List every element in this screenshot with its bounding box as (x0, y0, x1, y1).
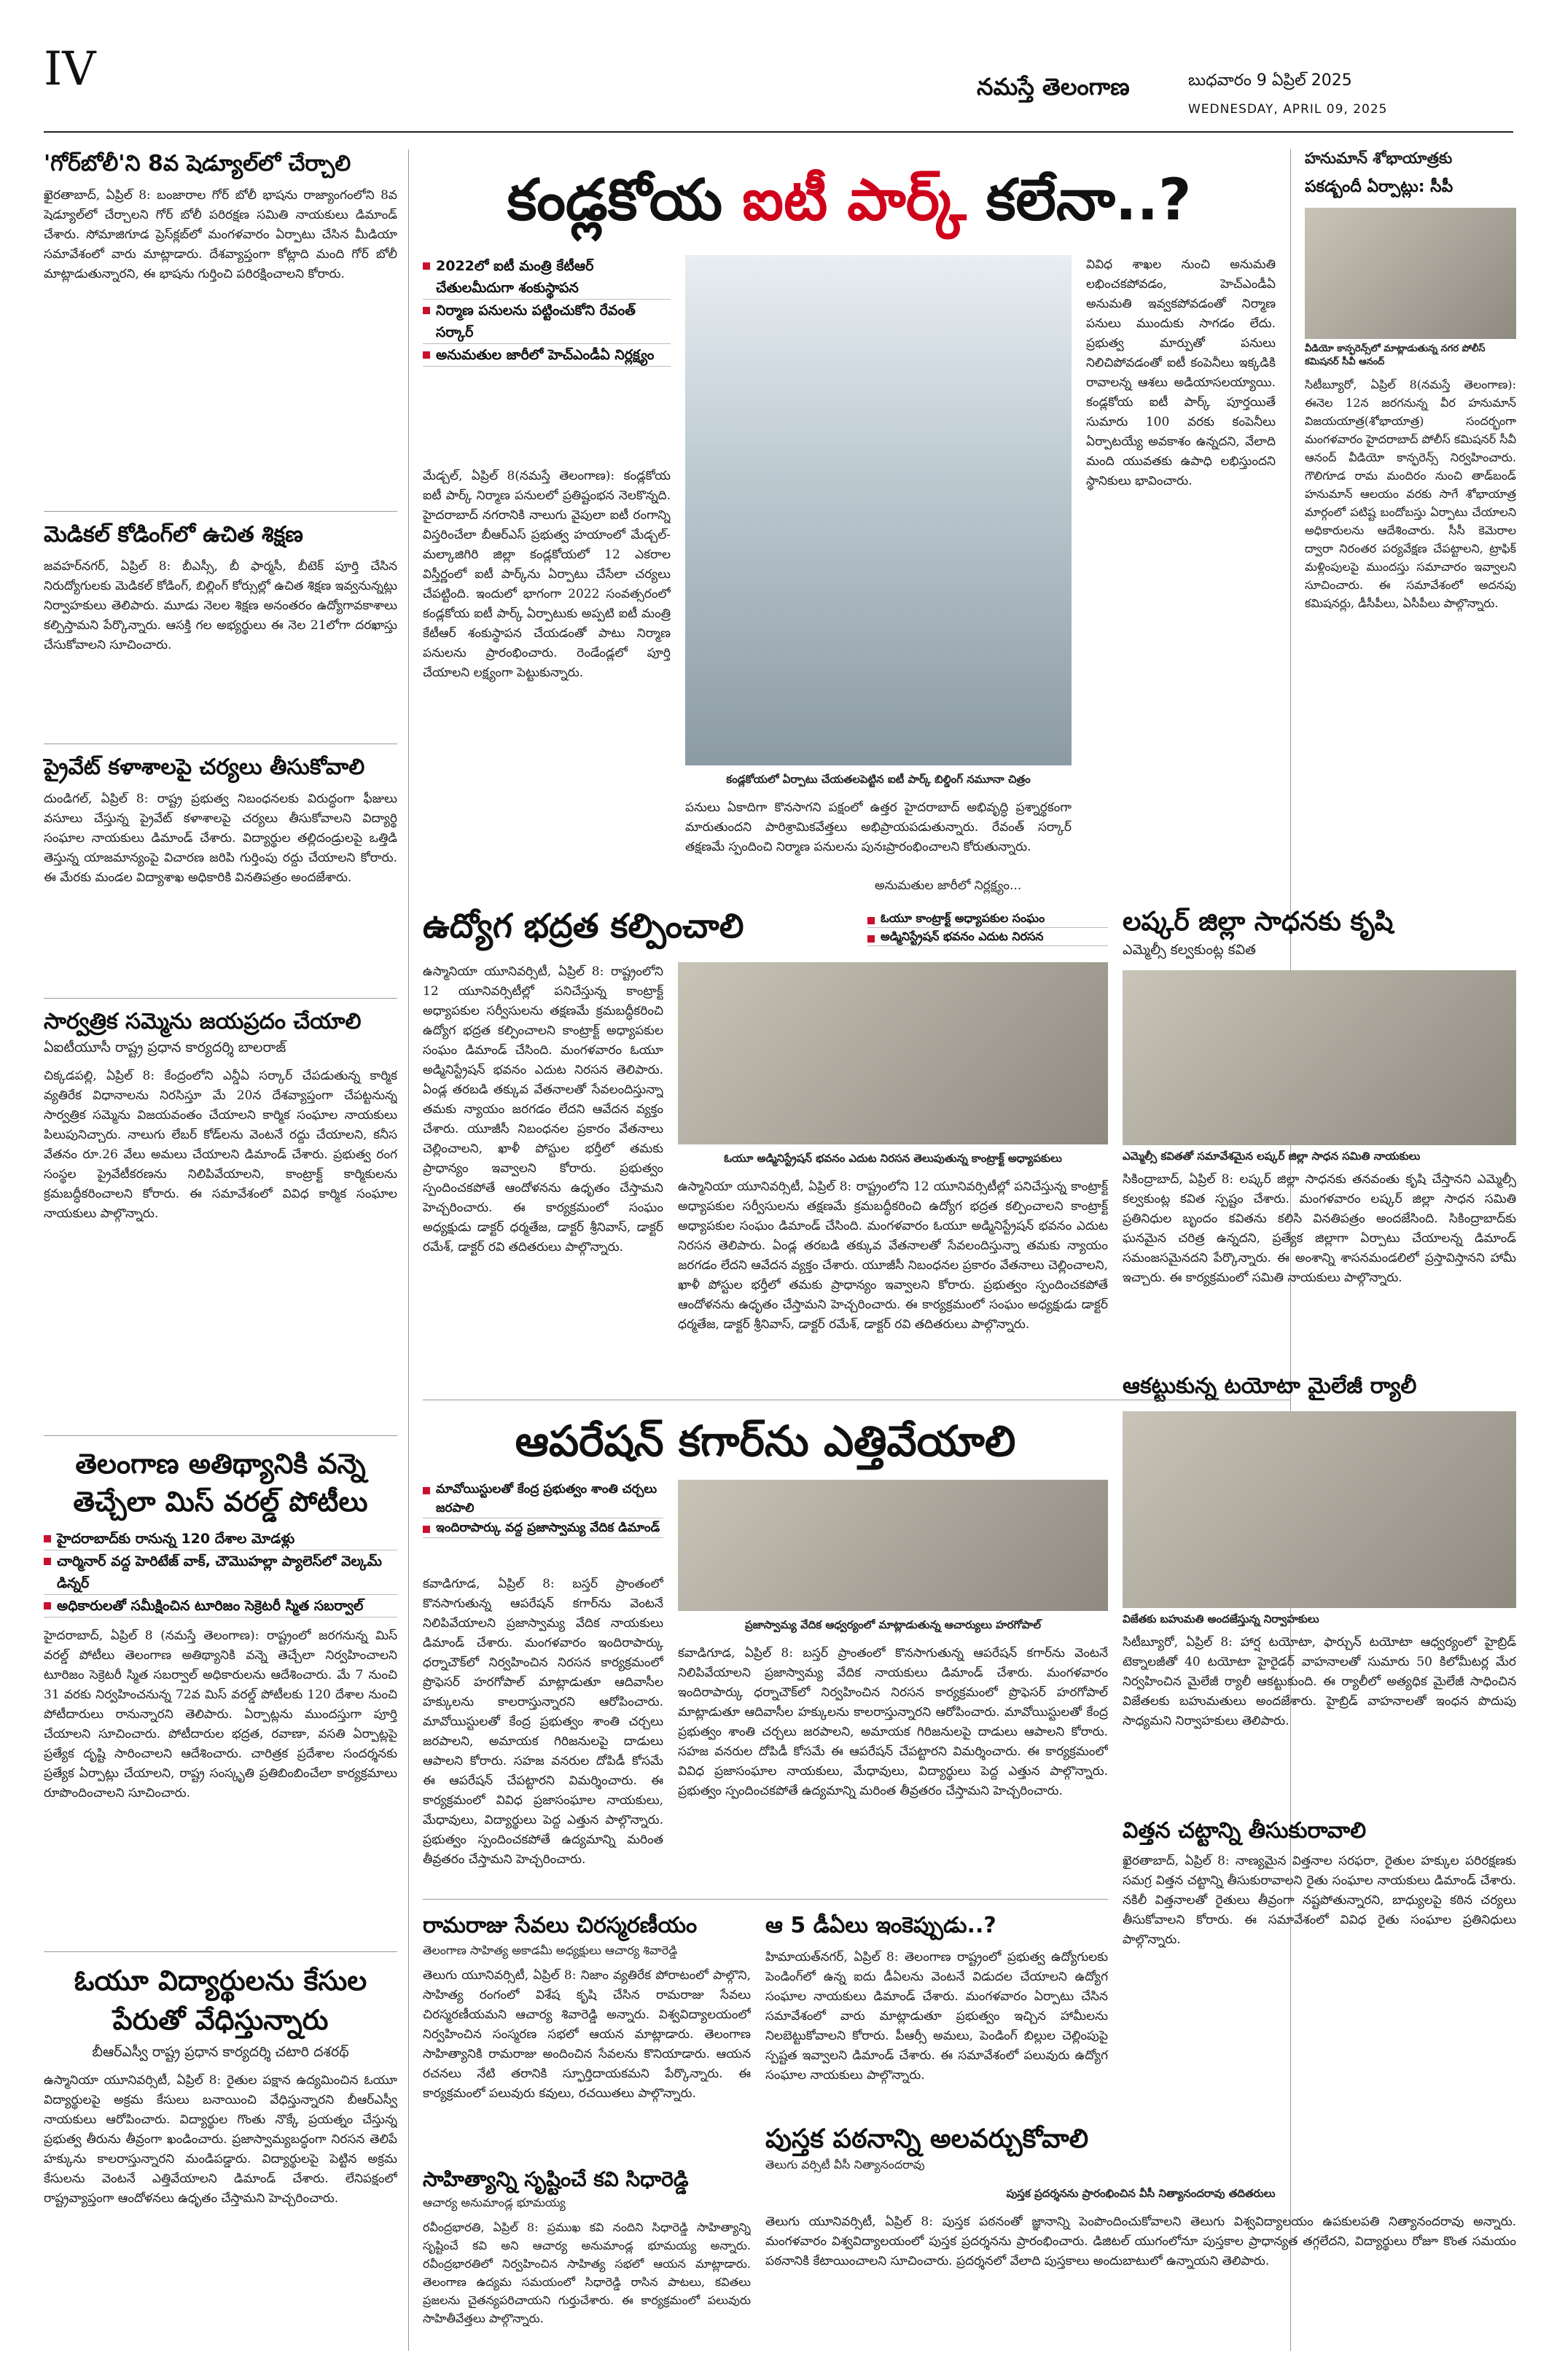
private-college-body: దుండిగల్, ఏప్రిల్ 8: రాష్ట్ర ప్రభుత్వ నిబంధనలకు విరుద్ధంగా ఫీజులు వసూలు చేస్తున్న ప్రైవేట్ కళాశాలపై చర్యలు తీసుకోవాలని విద్యార్థి సంఘాల నాయకులు డిమాండ్ చేశారు. విద్యార్థుల తల్లిదండ్రులపై ఒత్తిడి తెస్తున్న యాజమాన్యంపై విచారణ జరిపి గుర్తింపు రద్దు చేయాలని కోరారు. ఈ మేరకు మండల విద్యాశాఖ అధికారికి వినతిపత్రం అందజేశారు. (44, 792, 397, 885)
lead-bullet: అనుమతుల జారీలో హెచ్‌ఎండీఏ నిర్లక్ష్యం (423, 344, 671, 367)
pustaka-block (765, 2121, 1516, 2174)
paper-name: నమస్తే తెలంగాణ (977, 73, 1130, 101)
strike-subhead: ఏఐటీయూసీ రాష్ట్ర ప్రధాన కార్యదర్శి బాలరాజ్ (44, 1039, 286, 1056)
lashkar-photo-caption: ఎమ్మెల్సీ కవితతో సమావేశమైన లష్కర్ జిల్లా సాధన సమితి నాయకులు (1123, 1150, 1421, 1163)
kagar-headline: ఆపరేషన్ కగార్‌ను ఎత్తివేయాలి (515, 1416, 1016, 1466)
kagar-photo-caption: ప్రజాస్వామ్య వేదిక ఆధ్వర్యంలో మాట్లాడుతున్న ఆచార్యులు హరగోపాల్ (745, 1618, 1041, 1631)
ao5-headline: ఆ 5 డీఏలు ఇంకెప్పుడు..? (765, 1913, 996, 1938)
kagar-bullet: మావోయిస్టులతో కేంద్ర ప్రభుత్వం శాంతి చర్చలు జరపాలి (423, 1480, 663, 1518)
lead-tail-label: అనుమతుల జారీలో నిర్లక్ష్యం... (875, 878, 1022, 893)
toyota-photo-caption: విజేతకు బహుమతి అందజేస్తున్న నిర్వాహకులు (1123, 1612, 1319, 1626)
right-column (1305, 149, 1516, 929)
date-english: WEDNESDAY, APRIL 09, 2025 (1188, 102, 1388, 117)
miss-world-body: హైదరాబాద్, ఏప్రిల్ 8 (నమస్తే తెలంగాణ): రాష్ట్రంలో జరగనున్న మిస్ వరల్డ్ పోటీలు తెలంగాణ అతిథ్యానికి వన్నె తెచ్చేలా నిర్వహించాలని టూరిజం సెక్రెటరీ స్మిత సబర్వాల్ అధికారులను ఆదేశించారు. మే 7 నుంచి 31 వరకు నిర్వహించనున్న 72వ మిస్ వరల్డ్ పోటీలకు 120 దేశాల నుంచి పోటీదారులు రానున్నారని తెలిపారు. ఏర్పాట్లను ముందస్తుగా పూర్తి చేయాలని సూచించారు. పోటీదారుల భద్రత, రవాణా, వసతి ఏర్పాట్లపై ప్రత్యేక దృష్టి సారించాలని ఆదేశించారు. చారిత్రక ప్రదేశాల సందర్శనకు ప్రత్యేక ఏర్పాట్లు చేయాలని, రాష్ట్ర సంస్కృతి ప్రతిబింబించేలా కార్యక్రమాలు రూపొందించాలని సూచించారు. (44, 1628, 397, 1800)
ramaraju-body: తెలుగు యూనివర్సిటీ, ఏప్రిల్ 8: నిజాం వ్యతిరేక పోరాటంలో పాల్గొని, సాహిత్య రంగంలో విశేష కృషి చేసిన రామరాజు సేవలు చిరస్మరణీయమని ఆచార్య శివారెడ్డి అన్నారు. విశ్వవిద్యాలయంలో నిర్వహించిన సంస్మరణ సభలో ఆయన మాట్లాడారు. తెలంగాణ సాహిత్యానికి రామరాజు అందించిన సేవలను కొనియాడారు. ఆయన రచనలు నేటి తరానికి స్ఫూర్తిదాయకమని పేర్కొన్నారు. ఈ కార్యక్రమంలో పలువురు కవులు, రచయితలు పాల్గొన్నారు. (423, 1968, 751, 2101)
miss-world-bullet: అధికారులతో సమీక్షించిన టూరిజం సెక్రెటరీ స్మిత సబర్వాల్ (44, 1595, 397, 1618)
toyota-headline: ఆకట్టుకున్న టయోటా మైలేజీ ర్యాలీ (1123, 1373, 1417, 1399)
sahityam-headline: సాహిత్యాన్ని సృష్టించే కవి సిధారెడ్డి (423, 2167, 689, 2191)
lashkar-subhead: ఎమ్మెల్సీ కల్వకుంట్ల కవిత (1123, 942, 1256, 958)
toyota-photo (1123, 1411, 1516, 1608)
vittana-body: ఖైరతాబాద్, ఏప్రిల్ 8: నాణ్యమైన విత్తనాల సరఫరా, రైతుల హక్కుల పరిరక్షణకు సమగ్ర విత్తన చట్టాన్ని తీసుకురావాలని రైతు సంఘాల నాయకులు డిమాండ్ చేశారు. నకిలీ విత్తనాలతో రైతులు తీవ్రంగా నష్టపోతున్నారని, బాధ్యులపై కఠిన చర్యలు తీసుకోవాలని కోరారు. ఈ సమావేశంలో వివిధ రైతు సంఘాల ప్రతినిధులు పాల్గొన్నారు. (1123, 1854, 1516, 1947)
hanuman-photo-caption: వీడియో కాన్ఫరెన్స్‌లో మాట్లాడుతున్న నగర పోలీస్ కమిషనర్ సీవీ ఆనంద్ (1305, 343, 1486, 367)
sahityam-subhead: ఆచార్య అనుమాండ్ల భూమయ్య (423, 2196, 566, 2209)
ao5-block (765, 1910, 1108, 2130)
lead-photo (685, 255, 1072, 765)
gorboli-headline: 'గోర్‌బోలీ'ని 8వ షెడ్యూల్‌లో చేర్చాలి (44, 151, 351, 176)
miss-world-bullet: చార్మినార్ వద్ద హెరిటేజ్ వాక్, చౌమొహల్లా ప్యాలెస్‌లో వెల్కమ్ డిన్నర్ (44, 1550, 397, 1595)
lead-headline-part1: కండ్లకోయ (507, 168, 743, 233)
date-telugu: బుధవారం 9 ఏప్రిల్ 2025 (1188, 71, 1352, 90)
lead-bullet: 2022లో ఐటీ మంత్రి కేటీఆర్ చేతులమీదుగా శంకుస్థాపన (423, 255, 671, 300)
private-college-headline: ప్రైవేట్ కళాశాలపై చర్యలు తీసుకోవాలి (44, 754, 365, 780)
ou-students-subhead: బీఆర్ఎస్వీ రాష్ట్ర ప్రధాన కార్యదర్శి చటారి దశరథ్ (92, 2044, 349, 2060)
vittana-block (1123, 1815, 1516, 2026)
masthead-rule (44, 131, 1513, 133)
kagar-bullets (423, 1480, 663, 1538)
vittana-headline: విత్తన చట్టాన్ని తీసుకురావాలి (1123, 1818, 1367, 1843)
udyoga-photo-caption: ఓయూ అడ్మినిస్ట్రేషన్ భవనం ఎదుట నిరసన తెలుపుతున్న కాంట్రాక్ట్ అధ్యాపకులు (724, 1152, 1062, 1165)
udyoga-bullets (867, 910, 1108, 946)
lashkar-headline: లష్కర్ జిల్లా సాధనకు కృషి (1123, 907, 1394, 937)
left-column (44, 149, 397, 2351)
lead-photo-caption: కండ్లకోయలో ఏర్పాటు చేయతలపెట్టిన ఐటీ పార్క్ బిల్డింగ్ నమూనా చిత్రం (726, 773, 1031, 786)
hanuman-headline: పకడ్బందీ ఏర్పాట్లు: సీపీ (1305, 178, 1453, 196)
hanuman-kicker: హనుమాన్ శోభాయాత్రకు (1305, 149, 1453, 167)
lead-headline-highlight: ఐటీ పార్క్ (742, 168, 967, 233)
ramaraju-subhead: తెలంగాణ సాహిత్య అకాడమీ అధ్యక్షులు ఆచార్య శివారెడ్డి (423, 1943, 678, 1957)
section-rule (423, 1899, 1108, 1900)
udyoga-bullet: ఓయూ కాంట్రాక్ట్ అధ్యాపకుల సంఘం (867, 910, 1108, 928)
ou-students-body: ఉస్మానియా యూనివర్సిటీ, ఏప్రిల్ 8: రైతుల పక్షాన ఉద్యమించిన ఓయూ విద్యార్థులపై అక్రమ కేసులు బనాయించి వేధిస్తున్నారని బీఆర్ఎస్వీ నాయకులు ఆరోపించారు. విద్యార్థుల గొంతు నొక్కే ప్రయత్నం చేస్తున్న ప్రభుత్వ తీరును తీవ్రంగా ఖండించారు. ప్రజాస్వామ్యబద్ధంగా నిరసన తెలిపే హక్కును కాలరాస్తున్నారని మండిపడ్డారు. విద్యార్థులపై పెట్టిన అక్రమ కేసులను వెంటనే ఎత్తివేయాలని డిమాండ్ చేశారు. లేనిపక్షంలో రాష్ట్రవ్యాప్తంగా ఆందోళనలు ఉధృతం చేస్తామని హెచ్చరించారు. (44, 2073, 397, 2206)
lead-body-col3: వివిధ శాఖల నుంచి అనుమతి లభించకపోవడం, హెచ్‌ఎండీఏ అనుమతి ఇవ్వకపోవడంతో నిర్మాణ పనులు ముందుకు సాగడం లేదు. ప్రభుత్వ మార్పుతో పనులు నిలిచిపోవడంతో ఐటీ కంపెనీలు ఇక్కడికి రావాలన్న ఆశలు అడియాసలయ్యాయి. కండ్లకోయ ఐటీ పార్క్ పూర్తయితే సుమారు 100 వరకు కంపెనీలు ఏర్పాటయ్యే అవకాశం ఉన్నదని, వేలాది మంది యువతకు ఉపాధి లభిస్తుందని స్థానికులు భావించారు. (1086, 257, 1276, 488)
ramaraju-block (423, 1910, 751, 2163)
pustaka-photo-caption: పుస్తక ప్రదర్శనను ప్రారంభించిన వీసీ నిత్యానందరావు తదితరులు (1006, 2187, 1276, 2200)
kagar-photo (678, 1480, 1108, 1611)
udyoga-body-right: ఉస్మానియా యూనివర్సిటీ, ఏప్రిల్ 8: రాష్ట్రంలోని 12 యూనివర్సిటీల్లో పనిచేస్తున్న కాంట్రాక్ట్ అధ్యాపకుల సర్వీసులను తక్షణమే క్రమబద్ధీకరించి ఉద్యోగ భద్రత కల్పించాలని కాంట్రాక్ట్ అధ్యాపకుల సంఘం డిమాండ్ చేసింది. మంగళవారం ఓయూ అడ్మినిస్ట్రేషన్ భవనం ఎదుట నిరసన తెలిపారు. ఏండ్ల తరబడి తక్కువ వేతనాలతో సేవలందిస్తున్నా తమకు న్యాయం జరగడం లేదని ఆవేదన వ్యక్తం చేశారు. యూజీసీ నిబంధనల ప్రకారం వేతనాలు చెల్లించాలని, ఖాళీ పోస్టుల భర్తీలో తమకు ప్రాధాన్యం ఇవ్వాలని కోరారు. ప్రభుత్వం స్పందించకపోతే ఆందోళనను ఉధృతం చేస్తామని హెచ్చరించారు. ఈ కార్యక్రమంలో సంఘం అధ్యక్షుడు డాక్టర్ ధర్మతేజ, డాక్టర్ శ్రీనివాస్, డాక్టర్ రమేశ్, డాక్టర్ రవి తదితరులు పాల్గొన్నారు. (678, 1179, 1108, 1332)
column-divider (408, 149, 409, 2351)
udyoga-body-left: ఉస్మానియా యూనివర్సిటీ, ఏప్రిల్ 8: రాష్ట్రంలోని 12 యూనివర్సిటీల్లో పనిచేస్తున్న కాంట్రాక్ట్ అధ్యాపకుల సర్వీసులను తక్షణమే క్రమబద్ధీకరించి ఉద్యోగ భద్రత కల్పించాలని కాంట్రాక్ట్ అధ్యాపకుల సంఘం డిమాండ్ చేసింది. మంగళవారం ఓయూ అడ్మినిస్ట్రేషన్ భవనం ఎదుట నిరసన తెలిపారు. ఏండ్ల తరబడి తక్కువ వేతనాలతో సేవలందిస్తున్నా తమకు న్యాయం జరగడం లేదని ఆవేదన వ్యక్తం చేశారు. యూజీసీ నిబంధనల ప్రకారం వేతనాలు చెల్లించాలని, ఖాళీ పోస్టుల భర్తీలో తమకు ప్రాధాన్యం ఇవ్వాలని కోరారు. ప్రభుత్వం స్పందించకపోతే ఆందోళనను ఉధృతం చేస్తామని హెచ్చరించారు. ఈ కార్యక్రమంలో సంఘం అధ్యక్షుడు డాక్టర్ ధర్మతేజ, డాక్టర్ శ్రీనివాస్, డాక్టర్ రమేశ్, డాక్టర్ రవి తదితరులు పాల్గొన్నారు. (423, 964, 663, 1255)
sahityam-body: రవీంద్రభారతి, ఏప్రిల్ 8: ప్రముఖ కవి నందిని సిధారెడ్డి సాహిత్యాన్ని సృష్టించే కవి అని ఆచార్య అనుమాండ్ల భూమయ్య అన్నారు. రవీంద్రభారతిలో నిర్వహించిన సాహిత్య సభలో ఆయన మాట్లాడారు. తెలంగాణ ఉద్యమ సమయంలో సిధారెడ్డి రాసిన పాటలు, కవితలు ప్రజలను చైతన్యపరిచాయని గుర్తుచేశారు. ఈ కార్యక్రమంలో పలువురు సాహితీవేత్తలు పాల్గొన్నారు. (423, 2220, 751, 2325)
lashkar-photo (1123, 970, 1516, 1145)
lead-headline-part3: కలేనా..? (966, 168, 1192, 233)
udyoga-block (423, 904, 1108, 948)
toyota-block (1123, 1370, 1516, 1771)
miss-world-bullet: హైదరాబాద్‌కు రానున్న 120 దేశాల మోడళ్లు (44, 1528, 397, 1550)
lead-body-col1: మేడ్చల్, ఏప్రిల్ 8(నమస్తే తెలంగాణ): కండ్లకోయ ఐటీ పార్క్ నిర్మాణ పనులలో ప్రతిష్టంభన నెలకొన్నది. హైదరాబాద్ నగరానికి నాలుగు వైపులా ఐటీ రంగాన్ని విస్తరించేలా బీఆర్ఎస్ ప్రభుత్వ హయాంలో మేడ్చల్-మల్కాజిగిరి జిల్లా కండ్లకోయలో 12 ఎకరాల విస్తీర్ణంలో ఐటీ పార్క్‌ను ఏర్పాటు చేసేలా చర్యలు చేపట్టింది. ఇందులో భాగంగా 2022 సంవత్సరంలో కండ్లకోయ ఐటీ పార్క్ ఏర్పాటుకు అప్పటి ఐటీ మంత్రి కేటీఆర్ శంకుస్థాపన చేయడంతో పాటు నిర్మాణ పనులను ప్రారంభించారు. రెండేండ్లలో పూర్తి చేయాలని లక్ష్యంగా పెట్టుకున్నారు. (423, 469, 671, 680)
lead-bullet: నిర్మాణ పనులను పట్టించుకోని రేవంత్ సర్కార్ (423, 300, 671, 344)
toyota-body: సిటీబ్యూరో, ఏప్రిల్ 8: హార్ష టయోటా, ఫార్చున్ టయోటా ఆధ్వర్యంలో హైబ్రిడ్ టెక్నాలజీతో 40 టయోటా హైరైడర్ వాహనాలతో సుమారు 50 కిలోమీటర్ల మేర నిర్వహించిన మైలేజీ ర్యాలీ ఆకట్టుకుంది. ఈ ర్యాలీలో అత్యధిక మైలేజీ సాధించిన విజేతలకు బహుమతులు అందజేశారు. హైబ్రిడ్ వాహనాలతో ఇంధన పొదుపు సాధ్యమని నిర్వాహకులు తెలిపారు. (1123, 1635, 1516, 1728)
kagar-bullet: ఇందిరాపార్కు వద్ద ప్రజాస్వామ్య వేదిక డిమాండ్ (423, 1518, 663, 1538)
udyoga-bullet: అడ్మినిస్ట్రేషన్ భవనం ఎదుట నిరసన (867, 928, 1108, 946)
gorboli-body: ఖైరతాబాద్, ఏప్రిల్ 8: బంజారాల గోర్ బోలీ భాషను రాజ్యాంగంలోని 8వ షెడ్యూల్‌లో చేర్చాలని గోర్ బోలీ పరిరక్షణ సమితి నాయకులు డిమాండ్ చేశారు. సోమాజిగూడ ప్రెస్‌క్లబ్‌లో మంగళవారం ఏర్పాటు చేసిన మీడియా సమావేశంలో వారు మాట్లాడారు. దేశవ్యాప్తంగా కోట్లాది మంది గోర్ బోలీ మాట్లాడుతున్నారని, ఈ భాషను గుర్తించి పరిరక్షించాలని కోరారు. (44, 188, 397, 281)
pustaka-subhead: తెలుగు వర్సిటీ వీసీ నిత్యానందరావు (765, 2158, 925, 2172)
udyoga-photo (678, 962, 1108, 1144)
kagar-body-left: కవాడిగూడ, ఏప్రిల్ 8: బస్తర్ ప్రాంతంలో కొనసాగుతున్న ఆపరేషన్ కగార్‌ను వెంటనే నిలిపివేయాలని ప్రజాస్వామ్య వేదిక నాయకులు డిమాండ్ చేశారు. మంగళవారం ఇందిరాపార్కు ధర్నాచౌక్‌లో నిర్వహించిన నిరసన కార్యక్రమంలో ప్రొఫెసర్ హరగోపాల్ మాట్లాడుతూ ఆదివాసీల హక్కులను కాలరాస్తున్నారని ఆరోపించారు. మావోయిస్టులతో కేంద్ర ప్రభుత్వం శాంతి చర్చలు జరపాలని, అమాయక గిరిజనులపై దాడులు ఆపాలని కోరారు. సహజ వనరుల దోపిడీ కోసమే ఈ ఆపరేషన్ చేపట్టారని విమర్శించారు. ఈ కార్యక్రమంలో వివిధ ప్రజాసంఘాల నాయకులు, మేధావులు, విద్యార్థులు పెద్ద ఎత్తున పాల్గొన్నారు. ప్రభుత్వం స్పందించకపోతే ఉద్యమాన్ని మరింత తీవ్రతరం చేస్తామని హెచ్చరించారు. (423, 1577, 663, 1867)
miss-world-bullets (44, 1528, 397, 1618)
hanuman-photo (1305, 208, 1516, 339)
kagar-body-right: కవాడిగూడ, ఏప్రిల్ 8: బస్తర్ ప్రాంతంలో కొనసాగుతున్న ఆపరేషన్ కగార్‌ను వెంటనే నిలిపివేయాలని ప్రజాస్వామ్య వేదిక నాయకులు డిమాండ్ చేశారు. మంగళవారం ఇందిరాపార్కు ధర్నాచౌక్‌లో నిర్వహించిన నిరసన కార్యక్రమంలో ప్రొఫెసర్ హరగోపాల్ మాట్లాడుతూ ఆదివాసీల హక్కులను కాలరాస్తున్నారని ఆరోపించారు. మావోయిస్టులతో కేంద్ర ప్రభుత్వం శాంతి చర్చలు జరపాలని, అమాయక గిరిజనులపై దాడులు ఆపాలని కోరారు. సహజ వనరుల దోపిడీ కోసమే ఈ ఆపరేషన్ చేపట్టారని విమర్శించారు. ఈ కార్యక్రమంలో వివిధ ప్రజాసంఘాల నాయకులు, మేధావులు, విద్యార్థులు పెద్ద ఎత్తున పాల్గొన్నారు. ప్రభుత్వం స్పందించకపోతే ఉద్యమాన్ని మరింత తీవ్రతరం చేస్తామని హెచ్చరించారు. (678, 1646, 1108, 1798)
strike-body: చిక్కడపల్లి, ఏప్రిల్ 8: కేంద్రంలోని ఎన్డీఏ సర్కార్ చేపడుతున్న కార్మిక వ్యతిరేక విధానాలను నిరసిస్తూ మే 20న దేశవ్యాప్తంగా చేపట్టనున్న సార్వత్రిక సమ్మెను విజయవంతం చేయాలని కార్మిక సంఘాల నాయకులు పిలుపునిచ్చారు. నాలుగు లేబర్ కోడ్‌లను వెంటనే రద్దు చేయాలని, కనీస వేతనం రూ.26 వేలు అమలు చేయాలని డిమాండ్ చేశారు. ప్రభుత్వ రంగ సంస్థల ప్రైవేటీకరణను నిలిపివేయాలని, కాంట్రాక్ట్ కార్మికులను క్రమబద్ధీకరించాలని కోరారు. ఈ సమావేశంలో వివిధ కార్మిక సంఘాల నాయకులు పాల్గొన్నారు. (44, 1069, 397, 1221)
sahityam-block (423, 2165, 751, 2342)
miss-world-headline: తెలంగాణ అతిథ్యానికి వన్నె తెచ్చేలా మిస్ వరల్డ్ పోటీలు (73, 1448, 368, 1518)
ao5-body: హిమాయత్‌నగర్, ఏప్రిల్ 8: తెలంగాణ రాష్ట్రంలో ప్రభుత్వ ఉద్యోగులకు పెండింగ్‌లో ఉన్న ఐదు డీఏలను వెంటనే విడుదల చేయాలని ఉద్యోగ సంఘాల నాయకులు డిమాండ్ చేశారు. మంగళవారం ఏర్పాటు చేసిన సమావేశంలో వారు మాట్లాడుతూ ప్రభుత్వం ఇచ్చిన హామీలను నిలబెట్టుకోవాలని కోరారు. పీఆర్సీ అమలు, పెండింగ్ బిల్లుల చెల్లింపుపై స్పష్టత ఇవ్వాలని డిమాండ్ చేశారు. ఈ సమావేశంలో పలువురు ఉద్యోగ సంఘాల నాయకులు పాల్గొన్నారు. (765, 1950, 1108, 2083)
hanuman-body: సిటీబ్యూరో, ఏప్రిల్ 8(నమస్తే తెలంగాణ): ఈనెల 12న జరగనున్న వీర హనుమాన్ విజయయాత్ర(శోభాయాత్ర) సందర్భంగా మంగళవారం హైదరాబాద్ పోలీస్ కమిషనర్ సీవీ ఆనంద్ వీడియో కాన్ఫరెన్స్ నిర్వహించారు. గౌలిగూడ రామ మందిరం నుంచి తాడ్‌బండ్ హనుమాన్ ఆలయం వరకు సాగే శోభాయాత్ర మార్గంలో పటిష్ట బందోబస్తు ఏర్పాటు చేయాలని అధికారులను ఆదేశించారు. సీసీ కెమెరాల ద్వారా నిరంతర పర్యవేక్షణ చేపట్టాలని, ట్రాఫిక్ మళ్లింపులపై ముందస్తు సమాచారం ఇవ్వాలని సూచించారు. ఈ సమావేశంలో అదనపు కమిషనర్లు, డీసీపీలు, ఏసీపీలు పాల్గొన్నారు. (1305, 378, 1516, 610)
lead-bullets (423, 255, 671, 367)
medical-coding-headline: మెడికల్ కోడింగ్‌లో ఉచిత శిక్షణ (44, 522, 303, 547)
medical-coding-body: జవహర్‌నగర్, ఏప్రిల్ 8: బీఎస్సీ, బీ ఫార్మసీ, బీటెక్ పూర్తి చేసిన నిరుద్యోగులకు మెడికల్ కోడింగ్, బిల్లింగ్ కోర్సుల్లో ఉచిత శిక్షణ ఇవ్వనున్నట్లు నిర్వాహకులు తెలిపారు. మూడు నెలల శిక్షణ అనంతరం ఉద్యోగావకాశాలు కల్పిస్తామని పేర్కొన్నారు. ఆసక్తి గల అభ్యర్థులు ఈ నెల 21లోగా దరఖాస్తు చేసుకోవాలని సూచించారు. (44, 559, 397, 652)
pustaka-body: తెలుగు యూనివర్సిటీ, ఏప్రిల్ 8: పుస్తక పఠనంతో జ్ఞానాన్ని పెంపొందించుకోవాలని తెలుగు విశ్వవిద్యాలయం ఉపకులపతి నిత్యానందరావు అన్నారు. మంగళవారం విశ్వవిద్యాలయంలో పుస్తక ప్రదర్శనను ప్రారంభించారు. డిజిటల్ యుగంలోనూ పుస్తకాల ప్రాధాన్యత తగ్గలేదని, విద్యార్థులు రోజూ కొంత సమయం పఠనానికి కేటాయించాలని సూచించారు. ప్రదర్శనలో వేలాది పుస్తకాలు అందుబాటులో ఉన్నాయని తెలిపారు. (765, 2215, 1516, 2268)
page-number: IV (44, 42, 96, 96)
lashkar-block (1123, 904, 1516, 1389)
lead-headline (423, 164, 1276, 237)
pustaka-headline: పుస్తక పఠనాన్ని అలవర్చుకోవాలి (765, 2124, 1089, 2154)
lead-body-col2: పనులు ఏకాదిగా కొనసాగని పక్షంలో ఉత్తర హైదరాబాద్ అభివృద్ధి ప్రశ్నార్థకంగా మారుతుందని పారిశ్రామికవేత్తలు అభిప్రాయపడుతున్నారు. రేవంత్ సర్కార్ తక్షణమే స్పందించి నిర్మాణ పనులను పునఃప్రారంభించాలని కోరుతున్నారు. (685, 800, 1072, 854)
ou-students-headline: ఓయూ విద్యార్థులను కేసుల పేరుతో వేధిస్తున్నారు (74, 1965, 367, 2036)
ramaraju-headline: రామరాజు సేవలు చిరస్మరణీయం (423, 1913, 698, 1938)
strike-headline: సార్వత్రిక సమ్మెను జయప్రదం చేయాలి (44, 1009, 362, 1034)
lashkar-body: సికింద్రాబాద్, ఏప్రిల్ 8: లష్కర్ జిల్లా సాధనకు తనవంతు కృషి చేస్తానని ఎమ్మెల్సీ కల్వకుంట్ల కవిత స్పష్టం చేశారు. మంగళవారం లష్కర్ జిల్లా సాధన సమితి ప్రతినిధుల బృందం కవితను కలిసి వినతిపత్రం అందజేసింది. సికింద్రాబాద్‌కు ఘనమైన చరిత్ర ఉన్నదని, ప్రత్యేక జిల్లాగా ఏర్పాటు చేయాలన్న డిమాండ్ సమంజసమైనదని పేర్కొన్నారు. ఈ అంశాన్ని శాసనమండలిలో ప్రస్తావిస్తానని హామీ ఇచ్చారు. ఈ కార్యక్రమంలో సమితి నాయకులు పాల్గొన్నారు. (1123, 1172, 1516, 1285)
udyoga-headline: ఉద్యోగ భద్రత కల్పించాలి (423, 906, 744, 945)
